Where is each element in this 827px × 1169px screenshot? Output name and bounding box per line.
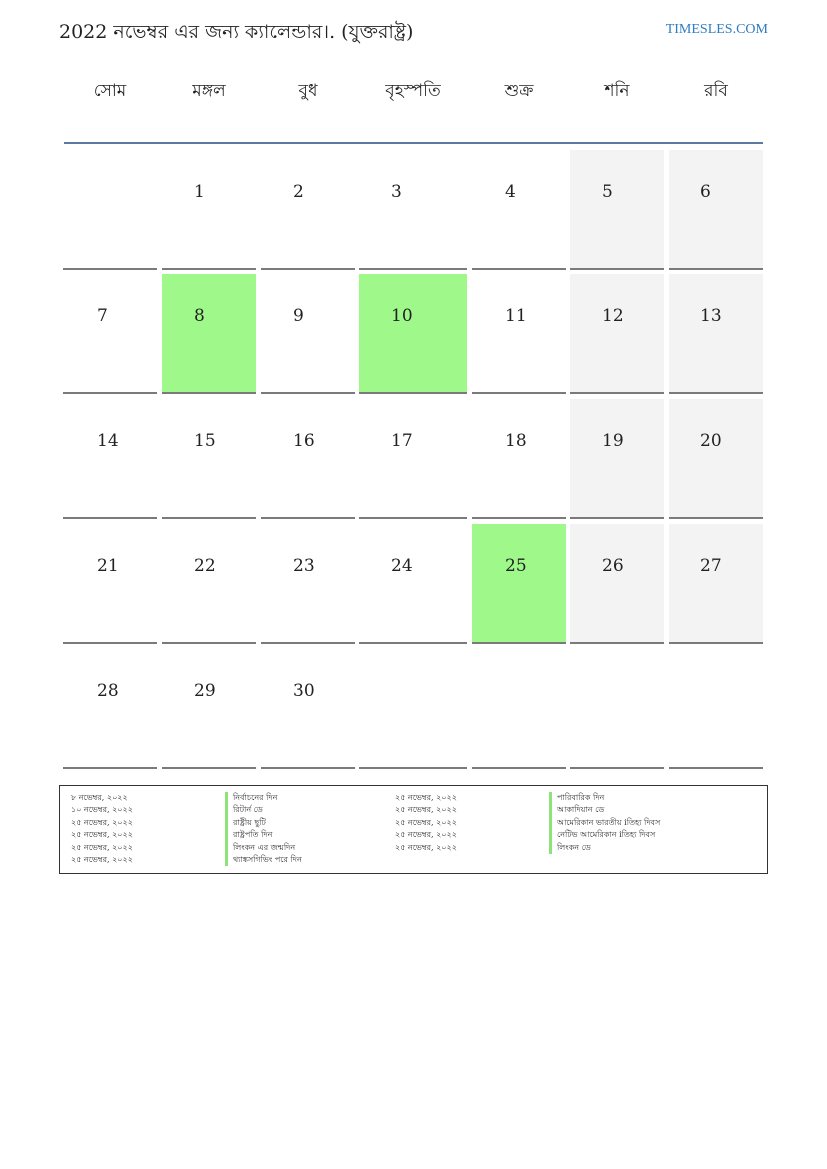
empty-day-cell: [570, 649, 664, 769]
day-number: 7: [97, 306, 108, 326]
day-number: 24: [391, 556, 413, 576]
day-cell[interactable]: [669, 399, 763, 519]
day-cell[interactable]: [63, 399, 157, 519]
day-cell[interactable]: [359, 399, 467, 519]
day-number: 17: [391, 431, 413, 451]
day-number: 30: [293, 681, 315, 701]
day-cell[interactable]: [472, 150, 566, 270]
day-cell[interactable]: [359, 150, 467, 270]
legend-date: ২৫ নভেম্বর, ২০২২: [71, 854, 133, 864]
day-number: 8: [194, 306, 205, 326]
day-number: 1: [194, 182, 205, 202]
day-number: 15: [194, 431, 216, 451]
site-link[interactable]: TIMESLES.COM: [665, 22, 768, 37]
day-number: 4: [505, 182, 516, 202]
weekday-label: শুক্র: [504, 81, 534, 101]
weekday-header: [63, 78, 763, 128]
day-cell[interactable]: [162, 274, 256, 394]
day-number: 12: [602, 306, 624, 326]
day-cell[interactable]: [669, 524, 763, 644]
day-number: 14: [97, 431, 119, 451]
day-cell[interactable]: [359, 274, 467, 394]
legend-holiday-name: থ্যাঙ্কসগিভিং পরে দিন: [225, 854, 302, 866]
legend-holiday-name: লিংকন ডে: [549, 842, 660, 854]
legend-date: ২৫ নভেম্বর, ২০২২: [395, 793, 457, 802]
day-cell[interactable]: [63, 274, 157, 394]
legend-holiday-name: লিংকন এর জন্মদিন: [225, 842, 302, 854]
day-cell[interactable]: [570, 150, 664, 270]
day-number: 28: [97, 681, 119, 701]
legend-holiday-name: রাষ্ট্রীয় ছুটি: [225, 817, 302, 829]
day-number: 18: [505, 431, 527, 451]
empty-day-cell: [669, 649, 763, 769]
day-cell[interactable]: [261, 150, 355, 270]
holiday-legend: [59, 785, 768, 874]
legend-holiday-name: রিটার্ন ডে: [225, 804, 302, 816]
day-number: 21: [97, 556, 119, 576]
day-cell[interactable]: [472, 399, 566, 519]
day-number: 3: [391, 182, 402, 202]
day-number: 13: [700, 306, 722, 326]
day-number: 11: [505, 306, 527, 326]
page-title: 2022 নভেম্বর এর জন্য ক্যালেন্ডার।. (যুক্তরাষ্ট্র): [59, 21, 414, 43]
empty-day-cell: [359, 649, 467, 769]
day-cell[interactable]: [63, 649, 157, 769]
day-cell[interactable]: [472, 524, 566, 644]
day-cell[interactable]: [472, 274, 566, 394]
weekday-label: শনি: [604, 81, 630, 101]
legend-date: ২৫ নভেম্বর, ২০২২: [395, 805, 457, 815]
day-cell[interactable]: [162, 524, 256, 644]
day-number: 9: [293, 306, 304, 326]
day-number: 19: [602, 431, 624, 451]
day-cell[interactable]: [570, 399, 664, 519]
header-divider: [64, 142, 763, 144]
weekday-label: বৃহস্পতি: [385, 81, 441, 101]
day-number: 26: [602, 556, 624, 576]
legend-date: ৮ নভেম্বর, ২০২২: [71, 793, 128, 802]
legend-holiday-name: আমেরিকান ভারতীয় iতিহ্য দিবস: [549, 817, 660, 829]
legend-holiday-name: নেটিভ আমেরিকান iতিহ্য দিবস: [549, 829, 660, 841]
legend-date: ২৫ নভেম্বর, ২০২২: [71, 842, 133, 852]
legend-date: ২৫ নভেম্বর, ২০২২: [71, 830, 133, 840]
weekday-label: মঙ্গল: [192, 81, 226, 101]
empty-day-cell: [472, 649, 566, 769]
day-cell[interactable]: [63, 524, 157, 644]
day-cell[interactable]: [261, 274, 355, 394]
day-number: 20: [700, 431, 722, 451]
day-number: 23: [293, 556, 315, 576]
weekday-label: রবি: [704, 81, 728, 101]
day-cell[interactable]: [162, 399, 256, 519]
day-number: 22: [194, 556, 216, 576]
legend-holiday-name: নির্বাচনের দিন: [225, 792, 302, 804]
legend-date: ২৫ নভেম্বর, ২০২২: [395, 842, 457, 852]
day-cell[interactable]: [669, 274, 763, 394]
day-number: 6: [700, 182, 711, 202]
day-cell[interactable]: [162, 649, 256, 769]
day-number: 5: [602, 182, 613, 202]
legend-holiday-name: রাষ্ট্রপতি দিন: [225, 829, 302, 841]
legend-date: ২৫ নভেম্বর, ২০২২: [395, 817, 457, 827]
legend-date: ২৫ নভেম্বর, ২০২২: [395, 830, 457, 840]
day-cell[interactable]: [261, 524, 355, 644]
day-number: 16: [293, 431, 315, 451]
day-number: 2: [293, 182, 304, 202]
day-cell[interactable]: [669, 150, 763, 270]
day-number: 27: [700, 556, 722, 576]
day-number: 29: [194, 681, 216, 701]
empty-day-cell: [63, 150, 157, 270]
day-cell[interactable]: [162, 150, 256, 270]
day-number: 10: [391, 306, 413, 326]
legend-holiday-name: আকাদিয়ান ডে: [549, 804, 660, 816]
day-cell[interactable]: [261, 399, 355, 519]
day-cell[interactable]: [570, 524, 664, 644]
legend-date: ২৫ নভেম্বর, ২০২২: [71, 817, 133, 827]
day-cell[interactable]: [570, 274, 664, 394]
day-number: 25: [505, 556, 527, 576]
weekday-label: সোম: [93, 81, 127, 101]
weekday-label: বুধ: [298, 81, 318, 101]
day-cell[interactable]: [359, 524, 467, 644]
legend-holiday-name: পারিবারিক দিন: [549, 792, 660, 804]
legend-date: ১০ নভেম্বর, ২০২২: [71, 805, 133, 815]
day-cell[interactable]: [261, 649, 355, 769]
